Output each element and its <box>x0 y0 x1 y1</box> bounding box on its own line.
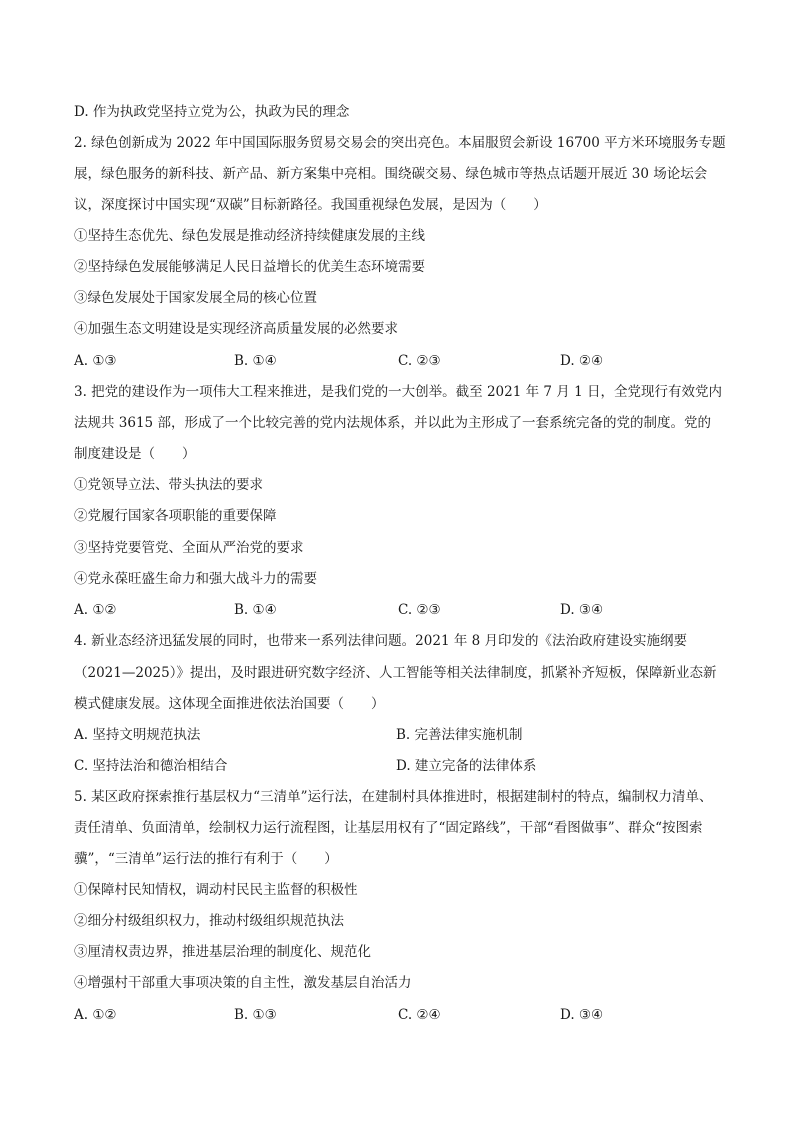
statement-item: ③厘清权责边界，推进基层治理的制度化、规范化 <box>74 944 371 960</box>
statement-item: ④党永葆旺盛生命力和强大战斗力的需要 <box>74 571 317 587</box>
statement-item: ①坚持生态优先、绿色发展是推动经济持续健康发展的主线 <box>74 228 425 244</box>
statement-item: ①党领导立法、带头执法的要求 <box>74 477 263 493</box>
choice-c: C. 坚持法治和德治相结合 <box>74 758 228 774</box>
question-stem-line: 5. 某区政府探索推行基层权力“三清单”运行法，在建制村具体推进时，根据建制村的特点，编制权力清单、 <box>74 789 713 805</box>
choice-d: D. 建立完备的法律体系 <box>396 758 537 774</box>
question-stem-line: 3. 把党的建设作为一项伟大工程来推进，是我们党的一大创举。截至 2021 年 7 月 1 日，全党现行有效党内 <box>74 384 722 400</box>
statement-item: ④加强生态文明建设是实现经济高质量发展的必然要求 <box>74 321 398 337</box>
statement-item: ②党履行国家各项职能的重要保障 <box>74 508 277 524</box>
statement-item: ③绿色发展处于国家发展全局的核心位置 <box>74 290 317 306</box>
answer-option-d: D. 作为执政党坚持立党为公，执政为民的理念 <box>74 104 350 120</box>
choice-b: B. ①④ <box>234 353 277 369</box>
choice-a: A. ①② <box>74 1007 117 1023</box>
question-stem-line: 议，深度探讨中国实现“双碳”目标新路径。我国重视绿色发展，是因为（ ） <box>74 197 547 213</box>
choice-row <box>74 600 734 620</box>
question-stem-line: 模式健康发展。这体现全面推进依法治国要（ ） <box>74 696 385 712</box>
choice-a: A. 坚持文明规范执法 <box>74 727 201 743</box>
choice-row <box>74 1005 734 1025</box>
choice-c: C. ②③ <box>398 602 441 618</box>
choice-row <box>74 725 734 745</box>
choice-d: D. ②④ <box>560 353 604 369</box>
choice-b: B. ①④ <box>234 602 277 618</box>
question-stem-line: 骥”，“三清单”运行法的推行有利于（ ） <box>74 851 338 867</box>
choice-b: B. 完善法律实施机制 <box>396 727 523 743</box>
question-stem-line: 制度建设是（ ） <box>74 446 196 462</box>
choice-row <box>74 756 734 776</box>
choice-a: A. ①② <box>74 602 117 618</box>
question-stem-line: 法规共 3615 部，形成了一个比较完善的党内法规体系，并以此为主形成了一套系统完备的党的制度。党的 <box>74 415 711 431</box>
choice-row <box>74 351 734 371</box>
choice-a: A. ①③ <box>74 353 117 369</box>
choice-c: C. ②③ <box>398 353 441 369</box>
question-stem-line: 2. 绿色创新成为 2022 年中国国际服务贸易交易会的突出亮色。本届服贸会新设 16700 平方米环境服务专题 <box>74 135 726 151</box>
choice-b: B. ①③ <box>234 1007 277 1023</box>
statement-item: ①保障村民知情权，调动村民民主监督的积极性 <box>74 882 358 898</box>
question-stem-line: 4. 新业态经济迅猛发展的同时，也带来一系列法律问题。2021 年 8 月印发的《法治政府建设实施纲要 <box>74 633 687 649</box>
statement-item: ③坚持党要管党、全面从严治党的要求 <box>74 540 304 556</box>
choice-c: C. ②④ <box>398 1007 441 1023</box>
statement-item: ②坚持绿色发展能够满足人民日益增长的优美生态环境需要 <box>74 259 425 275</box>
question-stem-line: （2021—2025）》提出，及时跟进研究数字经济、人工智能等相关法律制度，抓紧补齐短板，保障新业态新 <box>74 665 717 681</box>
choice-d: D. ③④ <box>560 1007 604 1023</box>
choice-d: D. ③④ <box>560 602 604 618</box>
question-stem-line: 责任清单、负面清单，绘制权力运行流程图，让基层用权有了“固定路线”，干部“看图做事”、群众“按图索 <box>74 820 703 836</box>
statement-item: ②细分村级组织权力，推动村级组织规范执法 <box>74 913 344 929</box>
statement-item: ④增强村干部重大事项决策的自主性，激发基层自治活力 <box>74 975 412 991</box>
question-stem-line: 展，绿色服务的新科技、新产品、新方案集中亮相。围绕碳交易、绿色城市等热点话题开展近 30 场论坛会 <box>74 166 708 182</box>
